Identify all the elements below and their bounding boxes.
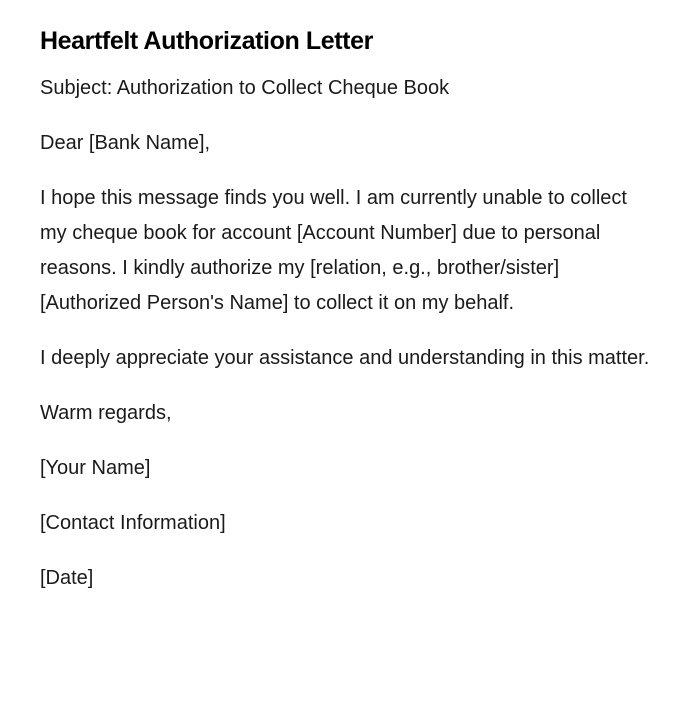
letter-salutation: Dear [Bank Name],: [40, 132, 211, 154]
letter-body-paragraph-2: I deeply appreciate your assistance and understanding in this matter.: [40, 347, 650, 369]
signer-contact-information: [Contact Information]: [40, 512, 226, 534]
signer-name: [Your Name]: [40, 457, 151, 479]
letter-body-paragraph-1: I hope this message finds you well. I am currently unable to collect my cheque book for account [Account Number] due to personal reasons. I kindly authorize my [relation, e.g., brother/sister] [Authorized Person's Name] to collect it on my behalf.: [40, 187, 627, 314]
letter-closing: Warm regards,: [40, 402, 172, 424]
letter-subject: Subject: Authorization to Collect Cheque Book: [40, 77, 450, 99]
letter-date: [Date]: [40, 567, 94, 589]
letter-title: Heartfelt Authorization Letter: [40, 27, 373, 55]
